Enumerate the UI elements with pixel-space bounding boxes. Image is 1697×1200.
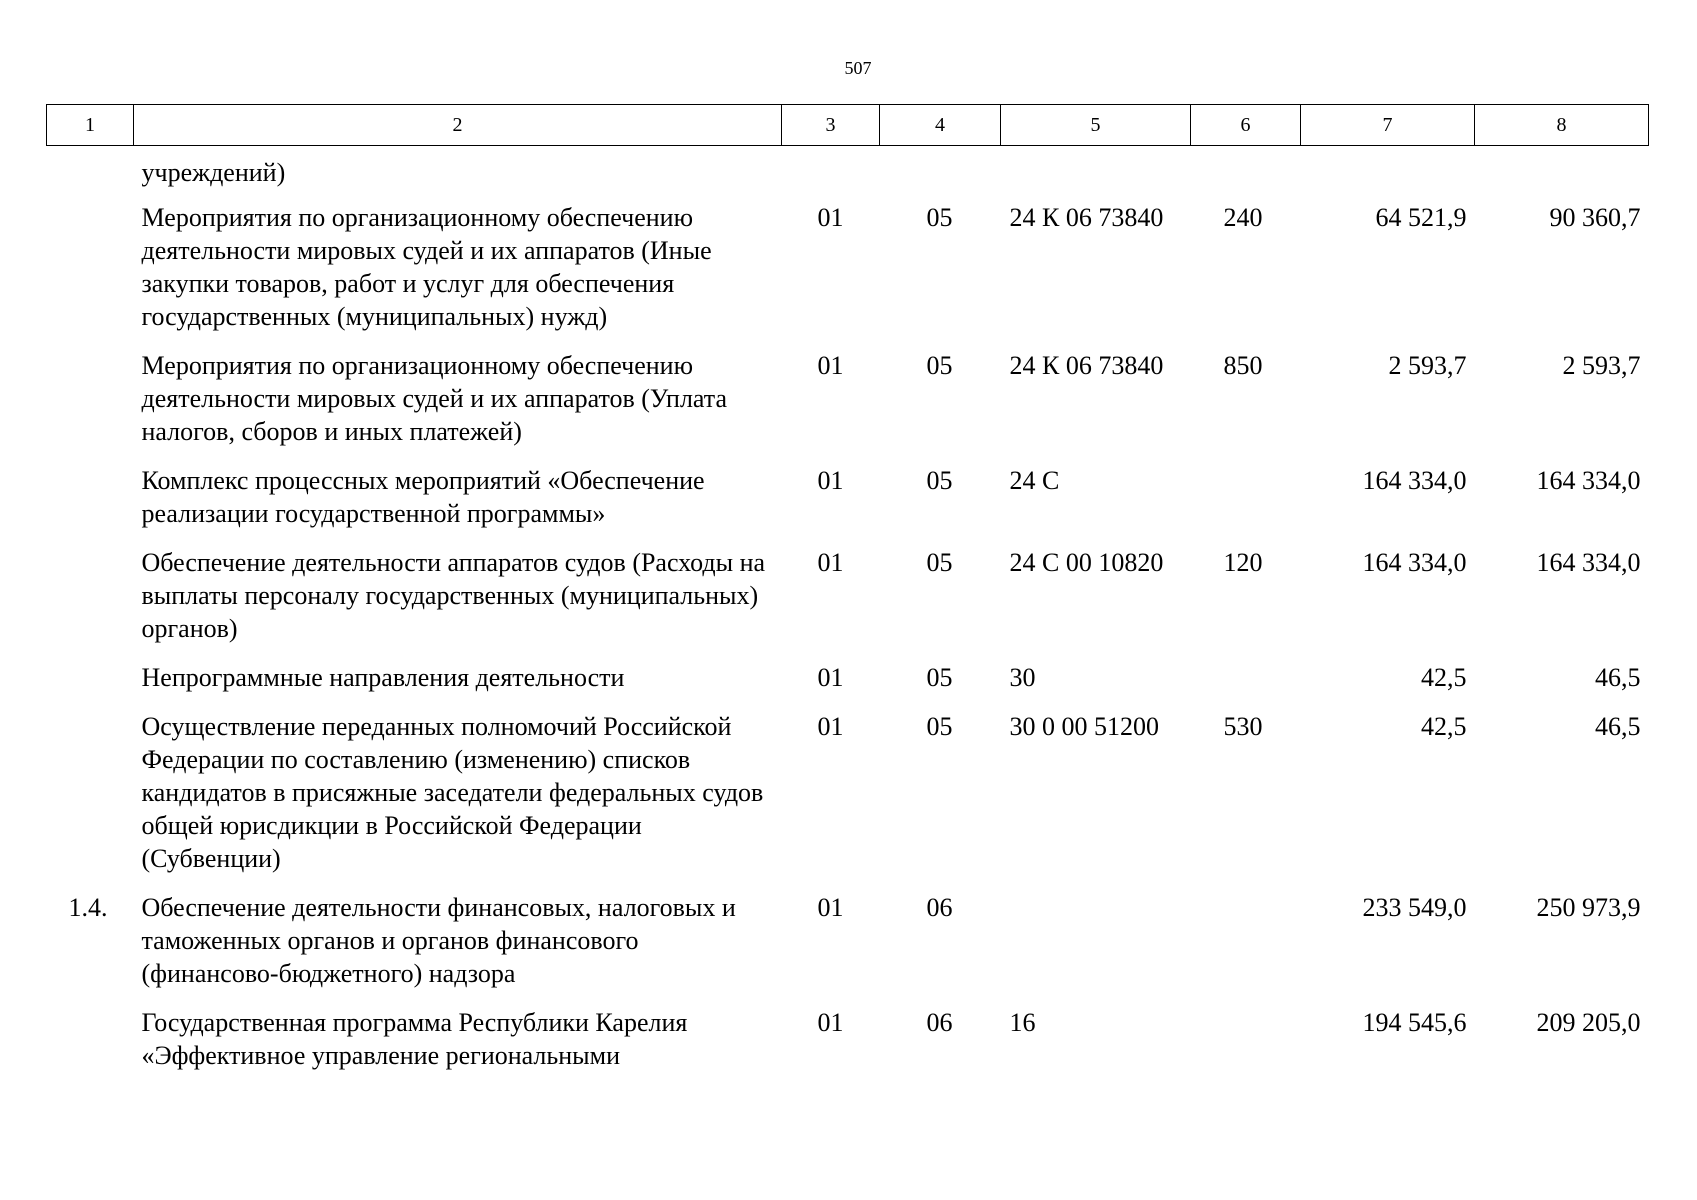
target-article-code: 24 С bbox=[1009, 466, 1060, 495]
expense-name: Обеспечение деятельности финансовых, налоговых и таможенных органов и органов финансового (финансово-бюджетного) надзора bbox=[141, 893, 736, 988]
expense-name: Государственная программа Республики Карелия «Эффективное управление региональными bbox=[141, 1008, 688, 1070]
amount-year-1: 164 334,0 bbox=[1362, 548, 1467, 577]
amount-year-1: 194 545,6 bbox=[1362, 1008, 1467, 1037]
row-number bbox=[47, 464, 134, 546]
row-number bbox=[47, 661, 134, 710]
amount-year-2: 209 205,0 bbox=[1536, 1008, 1641, 1037]
amount-year-1: 233 549,0 bbox=[1362, 893, 1467, 922]
target-article-code: 30 0 00 51200 bbox=[1009, 712, 1159, 741]
amount-year-2: 164 334,0 bbox=[1536, 466, 1641, 495]
table-row bbox=[47, 201, 1649, 349]
header-cell-4: 4 bbox=[880, 105, 1001, 146]
amount-year-1: 42,5 bbox=[1421, 712, 1467, 741]
subsection-code: 05 bbox=[926, 466, 953, 495]
table-row bbox=[47, 1006, 1649, 1088]
target-article-code: 24 С 00 10820 bbox=[1009, 548, 1164, 577]
row-number bbox=[47, 201, 134, 349]
expense-name: Мероприятия по организационному обеспечению деятельности мировых судей и их аппаратов (Уплата налогов, сборов и иных платежей) bbox=[141, 351, 728, 446]
subsection-code: 05 bbox=[926, 203, 953, 232]
table-row bbox=[47, 464, 1649, 546]
expense-name: учреждений) bbox=[141, 158, 286, 187]
section-code: 01 bbox=[817, 893, 844, 922]
section-code: 01 bbox=[817, 351, 844, 380]
amount-year-1: 164 334,0 bbox=[1362, 466, 1467, 495]
section-code: 01 bbox=[817, 548, 844, 577]
header-cell-6: 6 bbox=[1191, 105, 1301, 146]
row-number bbox=[47, 146, 134, 202]
row-number: 1.4. bbox=[68, 893, 108, 922]
target-article-code: 16 bbox=[1009, 1008, 1036, 1037]
expense-type-code bbox=[1191, 464, 1301, 546]
amount-year-2: 46,5 bbox=[1595, 663, 1641, 692]
section-code: 01 bbox=[817, 466, 844, 495]
row-number bbox=[47, 710, 134, 891]
table-header bbox=[47, 105, 1649, 146]
table-row bbox=[47, 710, 1649, 891]
amount-year-1: 2 593,7 bbox=[1388, 351, 1467, 380]
amount-year-2: 164 334,0 bbox=[1536, 548, 1641, 577]
expense-name: Мероприятия по организационному обеспечению деятельности мировых судей и их аппаратов (Иные закупки товаров, работ и услуг для обеспечения государственных (муниципальных) нужд) bbox=[141, 203, 712, 331]
amount-year-2: 250 973,9 bbox=[1536, 893, 1641, 922]
row-number bbox=[47, 1006, 134, 1088]
row-number bbox=[47, 546, 134, 661]
table-row bbox=[47, 146, 1649, 202]
subsection-code: 05 bbox=[926, 663, 953, 692]
subsection-code: 05 bbox=[926, 351, 953, 380]
expense-type-code: 120 bbox=[1223, 548, 1263, 577]
section-code: 01 bbox=[817, 1008, 844, 1037]
expense-name: Обеспечение деятельности аппаратов судов (Расходы на выплаты персоналу государственных (муниципальных) органов) bbox=[141, 548, 766, 643]
target-article-code bbox=[1001, 891, 1191, 1006]
header-row bbox=[47, 105, 1649, 146]
expense-type-code: 240 bbox=[1223, 203, 1263, 232]
table-row bbox=[47, 661, 1649, 710]
row-number bbox=[47, 349, 134, 464]
header-cell-1: 1 bbox=[47, 105, 134, 146]
subsection-code: 06 bbox=[926, 1008, 953, 1037]
budget-table bbox=[46, 104, 1649, 1088]
expense-type-code bbox=[1191, 146, 1301, 202]
target-article-code: 24 К 06 73840 bbox=[1009, 351, 1164, 380]
section-code bbox=[782, 146, 880, 202]
subsection-code: 05 bbox=[926, 548, 953, 577]
amount-year-2: 2 593,7 bbox=[1562, 351, 1641, 380]
expense-type-code bbox=[1191, 891, 1301, 1006]
amount-year-2: 90 360,7 bbox=[1549, 203, 1641, 232]
header-cell-8: 8 bbox=[1475, 105, 1649, 146]
table-row bbox=[47, 891, 1649, 1006]
target-article-code: 24 К 06 73840 bbox=[1009, 203, 1164, 232]
target-article-code bbox=[1001, 146, 1191, 202]
section-code: 01 bbox=[817, 712, 844, 741]
header-cell-7: 7 bbox=[1301, 105, 1475, 146]
expense-type-code bbox=[1191, 1006, 1301, 1088]
expense-name: Осуществление переданных полномочий Российской Федерации по составлению (изменению) списков кандидатов в присяжные заседатели федеральных судов общей юрисдикции в Российской Федерации (Субвенции) bbox=[141, 712, 764, 873]
target-article-code: 30 bbox=[1009, 663, 1036, 692]
subsection-code bbox=[880, 146, 1001, 202]
page-number: 507 bbox=[844, 58, 872, 78]
amount-year-1: 64 521,9 bbox=[1375, 203, 1467, 232]
header-cell-2: 2 bbox=[134, 105, 782, 146]
expense-type-code: 850 bbox=[1223, 351, 1263, 380]
subsection-code: 05 bbox=[926, 712, 953, 741]
amount-year-2 bbox=[1475, 146, 1649, 202]
expense-type-code bbox=[1191, 661, 1301, 710]
table-row bbox=[47, 546, 1649, 661]
header-cell-3: 3 bbox=[782, 105, 880, 146]
table-row bbox=[47, 349, 1649, 464]
table-body bbox=[47, 146, 1649, 1089]
header-cell-5: 5 bbox=[1001, 105, 1191, 146]
expense-type-code: 530 bbox=[1223, 712, 1263, 741]
subsection-code: 06 bbox=[926, 893, 953, 922]
section-code: 01 bbox=[817, 203, 844, 232]
amount-year-1 bbox=[1301, 146, 1475, 202]
amount-year-1: 42,5 bbox=[1421, 663, 1467, 692]
section-code: 01 bbox=[817, 663, 844, 692]
expense-name: Непрограммные направления деятельности bbox=[141, 663, 625, 692]
expense-name: Комплекс процессных мероприятий «Обеспечение реализации государственной программы» bbox=[141, 466, 705, 528]
amount-year-2: 46,5 bbox=[1595, 712, 1641, 741]
